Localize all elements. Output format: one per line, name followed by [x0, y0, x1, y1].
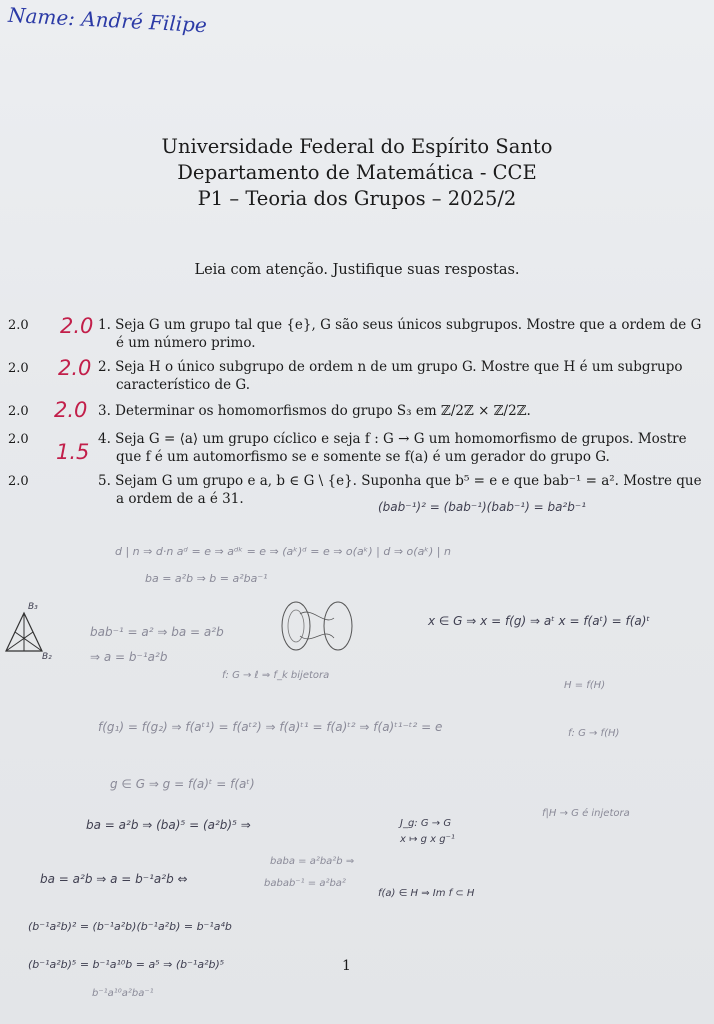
question-text: característico de G. — [116, 377, 251, 393]
question-text: 5. Sejam G um grupo e a, b ∈ G \ {e}. Suponha que b⁵ = e e que bab⁻¹ = a². Mostre que — [98, 473, 702, 489]
scratch-note: B₃ — [28, 602, 38, 612]
scratch-note: f: G → f(H) — [568, 728, 620, 739]
question-1 — [98, 316, 701, 352]
question-4 — [98, 430, 687, 466]
question-points: 2.0 — [8, 432, 29, 447]
scratch-note: x ∈ G ⇒ x = f(g) ⇒ aᵗ x = f(aᵗ) = f(a)ᵗ — [428, 614, 650, 628]
question-2 — [98, 358, 683, 394]
scratch-note: b⁻¹a¹⁰a²ba⁻¹ — [92, 988, 154, 999]
scratch-note: ba = a²b ⇒ a = b⁻¹a²b ⇔ — [40, 872, 188, 886]
scratch-note: (b⁻¹a²b)⁵ = b⁻¹a¹⁰b = a⁵ ⇒ (b⁻¹a²b)⁵ — [28, 958, 225, 971]
scratch-note: J_g: G → G — [400, 818, 452, 829]
page-number: 1 — [342, 958, 351, 974]
grade-mark: 2.0 — [54, 398, 88, 422]
scratch-note: (bab⁻¹)² = (bab⁻¹)(bab⁻¹) = ba²b⁻¹ — [378, 500, 587, 514]
scratch-note: B₂ — [42, 652, 52, 662]
grade-mark: 2.0 — [58, 356, 92, 380]
question-points: 2.0 — [8, 474, 29, 489]
question-text: 4. Seja G = ⟨a⟩ um grupo cíclico e seja f : G → G um homomorfismo de grupos. Mostre — [98, 431, 687, 447]
question-text: a ordem de a é 31. — [116, 491, 244, 507]
department-name: Departamento de Matemática - CCE — [177, 161, 537, 184]
grade-mark: 1.5 — [56, 440, 90, 464]
scratch-note: bab⁻¹ = a² ⇒ ba = a²b — [90, 625, 224, 639]
exam-header — [0, 134, 714, 212]
student-name: Name: André Filipe — [7, 2, 208, 38]
question-text: é um número primo. — [116, 335, 256, 351]
scratch-note: ba = a²b ⇒ b = a²ba⁻¹ — [145, 572, 268, 585]
scratch-note: ba = a²b ⇒ (ba)⁵ = (a²b)⁵ ⇒ — [86, 818, 251, 832]
triangle-sketch — [4, 605, 44, 657]
question-points: 2.0 — [8, 404, 29, 419]
scratch-note: d | n ⇒ d·n aᵈ = e ⇒ aᵈᵏ = e ⇒ (aᵏ)ᵈ = e ⇒ o(aᵏ) | d ⇒ o(aᵏ) | n — [115, 545, 451, 558]
scratch-note: f: G → ℓ ⇒ f_k bijetora — [222, 670, 330, 681]
question-points: 2.0 — [8, 318, 29, 333]
scratch-note: baba = a²ba²b ⇒ — [270, 856, 355, 867]
grade-mark: 2.0 — [60, 314, 94, 338]
university-name: Universidade Federal do Espírito Santo — [161, 135, 553, 158]
scratch-note: f(g₁) = f(g₂) ⇒ f(aᵗ¹) = f(aᵗ²) ⇒ f(a)ᵗ¹ = f(a)ᵗ² ⇒ f(a)ᵗ¹⁻ᵗ² = e — [98, 720, 443, 734]
question-3 — [98, 402, 531, 420]
instructions: Leia com atenção. Justifique suas respostas. — [194, 262, 520, 278]
mapping-diagram-sketch — [272, 596, 362, 658]
scratch-note: x ↦ g x g⁻¹ — [400, 834, 455, 845]
question-text: 1. Seja G um grupo tal que {e}, G são seus únicos subgrupos. Mostre que a ordem de G — [98, 317, 702, 333]
scratch-note: H = f(H) — [564, 680, 606, 691]
scratch-note: g ∈ G ⇒ g = f(a)ᵗ = f(aᵗ) — [110, 777, 255, 791]
question-text: 3. Determinar os homomorfismos do grupo S₃ em ℤ/2ℤ × ℤ/2ℤ. — [98, 403, 531, 419]
question-points: 2.0 — [8, 361, 29, 376]
scratch-note: babab⁻¹ = a²ba² — [264, 878, 346, 889]
question-text: 2. Seja H o único subgrupo de ordem n de um grupo G. Mostre que H é um subgrupo — [98, 359, 683, 375]
exam-title: P1 – Teoria dos Grupos – 2025/2 — [197, 187, 517, 210]
scratch-note: ⇒ a = b⁻¹a²b — [90, 650, 168, 664]
scratch-note: f(a) ∈ H ⇒ Im f ⊂ H — [378, 888, 475, 899]
scratch-note: f|H → G é injetora — [542, 808, 630, 819]
scratch-note: (b⁻¹a²b)² = (b⁻¹a²b)(b⁻¹a²b) = b⁻¹a⁴b — [28, 920, 232, 933]
question-text: que f é um automorfismo se e somente se f(a) é um gerador do grupo G. — [116, 449, 610, 465]
